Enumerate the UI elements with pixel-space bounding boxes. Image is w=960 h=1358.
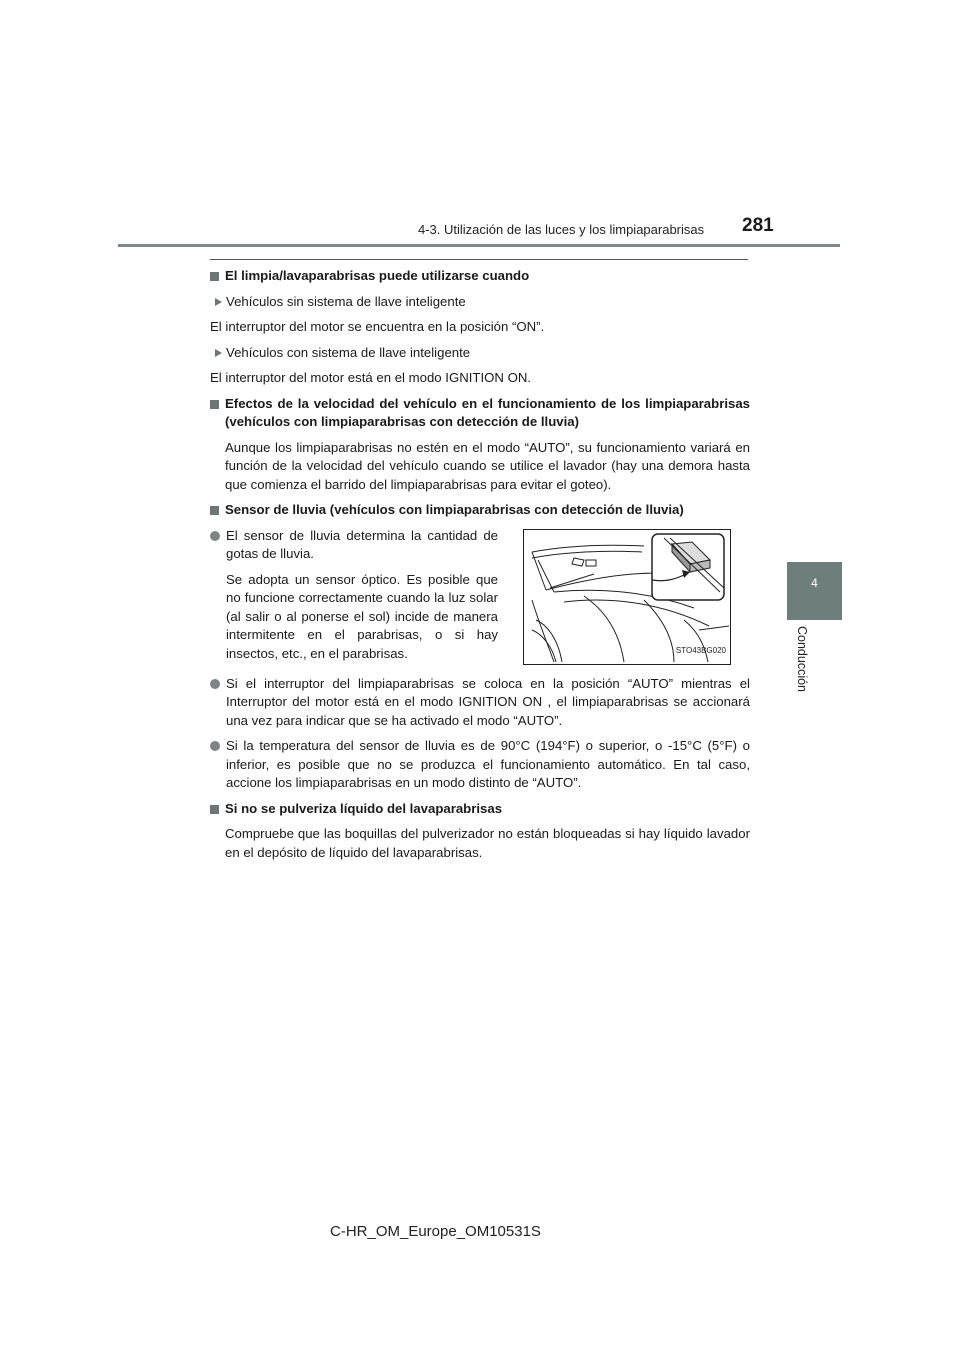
bullet-temperature: Si la temperatura del sensor de lluvia es de 90°C (194°F) o superior, o -15°C (5°F) o inferior, es posible que no se produzca el funcionamiento automático. En tal caso, accione los limpiaparabrisas en un modo distinto de “AUTO”. xyxy=(210,737,750,793)
triangle-bullet-icon xyxy=(215,298,222,306)
sub-item-smart-key: Vehículos con sistema de llave inteligente xyxy=(210,344,750,363)
paragraph: Compruebe que las boquillas del pulverizador no están bloqueadas si hay líquido lavador en el depósito de líquido del lavaparabrisas. xyxy=(225,826,750,860)
heading-rain-sensor: Sensor de lluvia (vehículos con limpiaparabrisas con detección de lluvia) xyxy=(210,501,750,520)
triangle-bullet-icon xyxy=(215,349,222,357)
square-bullet-icon xyxy=(210,805,219,814)
bullet-rain-sensor: El sensor de lluvia determina la cantidad de gotas de lluvia. xyxy=(210,527,498,564)
chapter-tab-number: 4 xyxy=(811,576,818,590)
chapter-tab-label: Conducción xyxy=(795,625,809,692)
section-title: 4-3. Utilización de las luces y los limpiaparabrisas xyxy=(418,222,705,237)
page-number: 281 xyxy=(742,215,774,236)
heading-wiper-usable: El limpia/lavaparabrisas puede utilizarse cuando xyxy=(210,267,750,286)
sub-item-no-smart-key: Vehículos sin sistema de llave inteligente xyxy=(210,293,750,312)
circle-bullet-icon xyxy=(210,679,220,689)
content-divider xyxy=(210,259,748,260)
footer-document-id: C-HR_OM_Europe_OM10531S xyxy=(330,1223,541,1240)
main-content xyxy=(210,267,750,869)
header-divider xyxy=(118,244,840,247)
circle-bullet-icon xyxy=(210,531,220,541)
square-bullet-icon xyxy=(210,400,219,409)
circle-bullet-icon xyxy=(210,741,220,751)
paragraph: Se adopta un sensor óptico. Es posible que no funcione correctamente cuando la luz solar (al salir o al ponerse el sol) incide de manera intermitente en el parabrisas, o si hay insectos, etc., en el parabrisas. xyxy=(226,571,498,661)
square-bullet-icon xyxy=(210,506,219,515)
rain-sensor-text xyxy=(210,527,498,671)
paragraph: El interruptor del motor se encuentra en la posición “ON”. xyxy=(210,319,545,334)
paragraph: El interruptor del motor está en el modo IGNITION ON. xyxy=(210,370,532,385)
heading-no-washer-fluid: Si no se pulveriza líquido del lavaparabrisas xyxy=(210,800,750,819)
square-bullet-icon xyxy=(210,272,219,281)
rain-sensor-illustration xyxy=(523,529,731,665)
figure-label: STO43BG020 xyxy=(675,646,726,655)
paragraph: Aunque los limpiaparabrisas no estén en el modo “AUTO”, su funcionamiento variará en función de la velocidad del vehículo cuando se utilice el lavador (hay una demora hasta que comienza el barrido del limpiaparabrisas para evitar el goteo). xyxy=(225,439,750,492)
heading-vehicle-speed-effects: Efectos de la velocidad del vehículo en el funcionamiento de los limpiaparabrisas (vehículos con limpiaparabrisas con detección de lluvia) xyxy=(210,395,750,432)
rain-sensor-block xyxy=(210,527,750,669)
bullet-auto-mode: Si el interruptor del limpiaparabrisas se coloca en la posición “AUTO” mientras el Interruptor del motor está en el modo IGNITION ON , el limpiaparabrisas se accionará una vez para indicar que se ha activado el modo “AUTO”. xyxy=(210,675,750,731)
